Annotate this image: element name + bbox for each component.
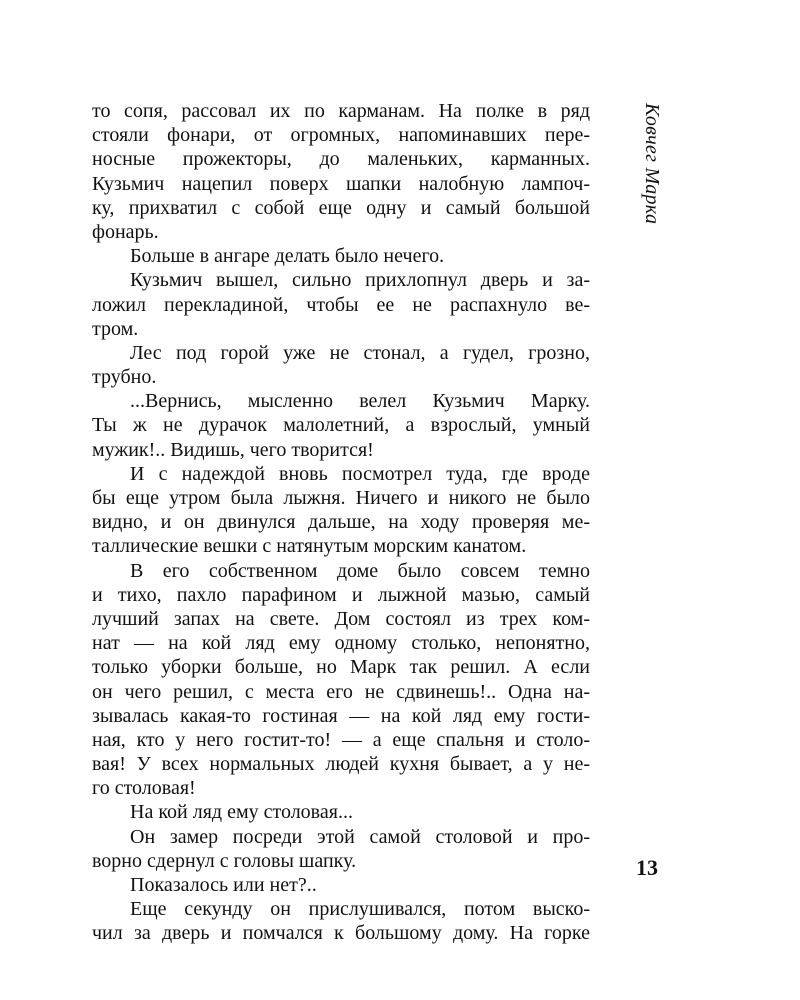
text-line: то сопя, рассовал их по карманам. На полке в ряд bbox=[92, 100, 590, 122]
text-line: Еще секунду он прислушивался, потом выско- bbox=[130, 898, 590, 921]
text-line: На кой ляд ему столовая... bbox=[130, 801, 353, 824]
text-line: лучший запах на свете. Дом состоял из трех ком- bbox=[92, 607, 590, 630]
text-line: мужик!.. Видишь, чего творится! bbox=[92, 438, 374, 461]
text-line: В его собственном доме было совсем темно bbox=[130, 559, 590, 582]
text-line: Лес под горой уже не стонал, а гудел, грозно, bbox=[130, 341, 590, 364]
text-line: только уборки больше, но Марк так решил. А если bbox=[92, 656, 590, 679]
text-line: ная, кто у него гостит-то! — а еще спальня и столо- bbox=[92, 728, 590, 751]
body-text bbox=[92, 99, 590, 946]
page-number: 13 bbox=[636, 855, 658, 880]
text-line: ку, прихватил с собой еще одну и самый большой bbox=[92, 196, 590, 219]
text-line: ...Вернись, мысленно велел Кузьмич Марку. bbox=[130, 390, 590, 413]
text-line: Ты ж не дурачок малолетний, а взрослый, умный bbox=[92, 414, 590, 437]
text-line: трубно. bbox=[92, 366, 157, 389]
text-line: фонарь. bbox=[92, 220, 159, 243]
text-line: и тихо, пахло парафином и лыжной мазью, самый bbox=[92, 583, 590, 606]
text-line: зывалась какая-то гостиная — на кой ляд ему гости- bbox=[92, 704, 590, 727]
text-line: вая! У всех нормальных людей кухня бывает, а у не- bbox=[92, 753, 590, 776]
text-line: Он замер посреди этой самой столовой и про- bbox=[130, 825, 590, 848]
text-line: чил за дверь и помчался к большому дому. На горке bbox=[92, 922, 590, 945]
text-line: видно, и он двинулся дальше, на ходу проверяя ме- bbox=[92, 511, 590, 534]
text-line: таллические вешки с натянутым морским канатом. bbox=[92, 535, 527, 558]
text-line: Показалось или нет?.. bbox=[130, 874, 317, 896]
text-line: он чего решил, с места его не сдвинешь!.. Одна на- bbox=[92, 680, 590, 703]
text-line: носные прожекторы, до маленьких, карманных. bbox=[92, 148, 590, 171]
text-line: ворно сдернул с головы шапку. bbox=[92, 849, 357, 872]
text-line: Кузьмич вышел, сильно прихлопнул дверь и за- bbox=[130, 269, 590, 292]
text-line: стояли фонари, от огромных, напоминавших пере- bbox=[92, 124, 590, 147]
running-head: Ковчег Марка bbox=[641, 103, 663, 225]
text-line: нат — на кой ляд ему одному столько, непонятно, bbox=[92, 632, 590, 655]
text-line: го столовая! bbox=[92, 777, 196, 800]
text-line: И с надеждой вновь посмотрел туда, где вроде bbox=[130, 462, 590, 485]
text-line: Кузьмич нацепил поверх шапки налобную лампоч- bbox=[92, 172, 590, 195]
text-line: Больше в ангаре делать было нечего. bbox=[130, 245, 445, 268]
text-line: бы еще утром была лыжня. Ничего и никого не было bbox=[92, 487, 590, 509]
text-line: ложил перекладиной, чтобы ее не распахнуло ве- bbox=[92, 293, 590, 316]
text-line: тром. bbox=[92, 317, 139, 340]
